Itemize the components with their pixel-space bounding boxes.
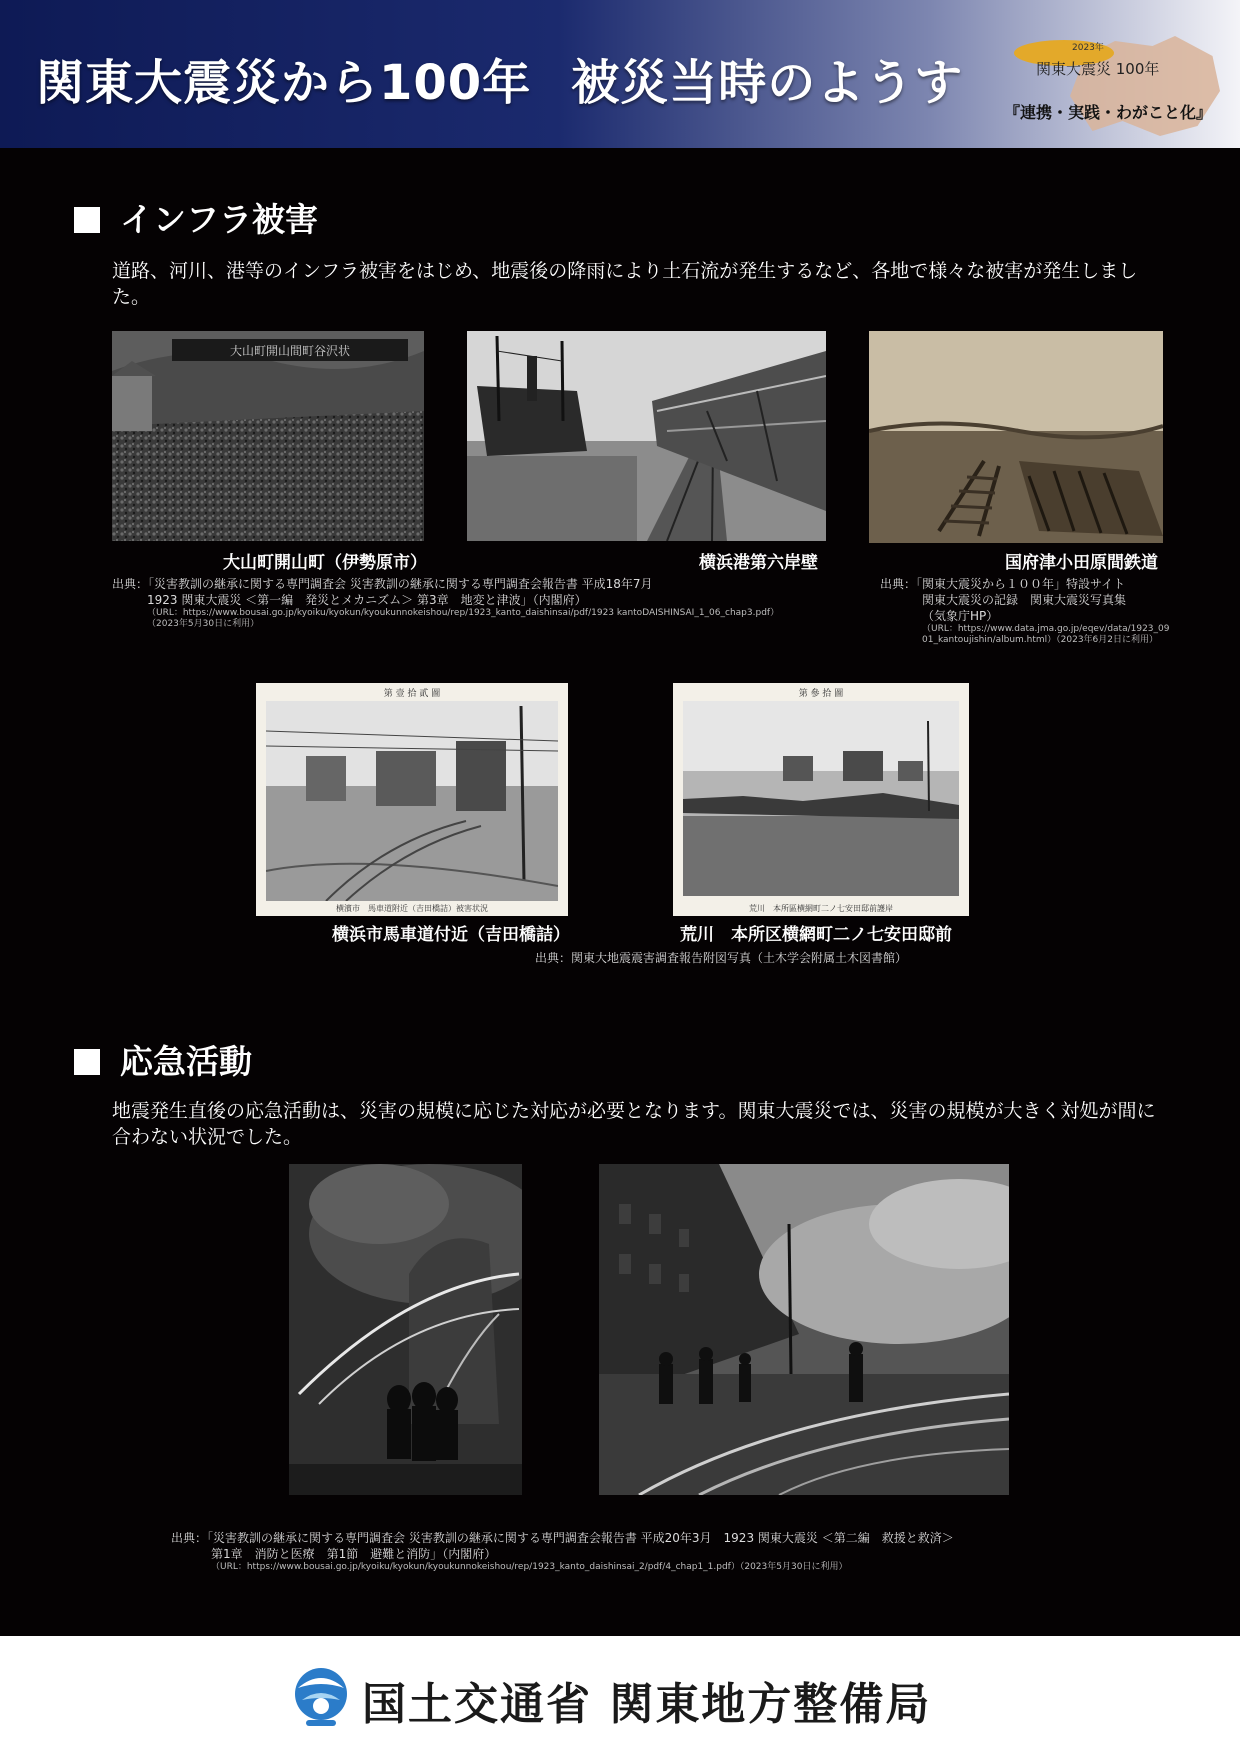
photo-street-firefighting bbox=[599, 1164, 1009, 1495]
photo-kozu-railway bbox=[869, 331, 1163, 543]
photo-1-caption: 大山町開山町（伊勢原市） bbox=[223, 553, 427, 573]
photo-bashamichi bbox=[266, 701, 558, 901]
square-bullet-icon bbox=[74, 1049, 100, 1075]
ministry-emblem-icon bbox=[292, 1666, 350, 1728]
source-citation-4: 出典：「災害教訓の継承に関する専門調査会 災害教訓の継承に関する専門調査会報告書 平成20年3月 1923 関東大震災 ＜第二編 救援と救済＞ 第1章 消防と医療 第1節 避難と消防」（内閣府） （URL：https://www.bousai.go.jp/kyoiku/kyokun/kyoukunnokeishou/rep/1923_kanto_daishinsai_2/pdf/4_chap1_1.pdf）（2023年5月30日に利用） bbox=[171, 1531, 954, 1572]
title-part-2: 被災当時のようす bbox=[571, 55, 964, 111]
page-title bbox=[36, 44, 963, 113]
photo-4-frame-caption: 横濱市 馬車道附近（吉田橋詰）被害状況 bbox=[336, 904, 488, 913]
infra-lead-text: 道路、河川、港等のインフラ被害をはじめ、地震後の降雨により土石流が発生するなど、各地で様々な被害が発生しました。 bbox=[112, 260, 1138, 308]
photo-5-caption: 荒川 本所区横網町二ノ七安田邸前 bbox=[680, 925, 952, 945]
photo-arakawa bbox=[683, 701, 959, 896]
photo-5-frame-title: 第 參 拾 圖 bbox=[798, 689, 844, 699]
photo-4-frame-title: 第 壹 拾 貳 圖 bbox=[383, 689, 441, 699]
photo-3-caption: 国府津小田原間鉄道 bbox=[1005, 553, 1158, 573]
logo-year: 2023年 bbox=[1072, 43, 1104, 53]
logo-slogan: 『連携・実践・わがこと化』 bbox=[1004, 103, 1213, 122]
centennial-logo bbox=[1000, 18, 1230, 140]
source-citation-1: 出典：「災害教訓の継承に関する専門調査会 災害教訓の継承に関する専門調査会報告書 平成18年7月 1923 関東大震災 ＜第一編 発災とメカニズム＞ 第3章 地変と津波」（内閣府） （URL：https://www.bousai.go.jp/kyoiku/kyokun/kyoukunnokeishou/rep/1923_kanto_daishinsai/pdf/1923 kantoDAISHINSAI_1_06_chap3.pdf） （2023年5月30日に利用） bbox=[112, 577, 780, 629]
header-banner bbox=[0, 0, 1240, 148]
section-heading-emergency: 応急活動 bbox=[74, 1036, 252, 1083]
photo-1-overlay-text: 大山町開山間町谷沢状 bbox=[229, 344, 351, 358]
emergency-lead-text: 地震発生直後の応急活動は、災害の規模に応じた対応が必要となります。関東大震災では、災害の規模が大きく対処が間に合わない状況でした。 bbox=[112, 1100, 1156, 1148]
photo-yokohama-pier bbox=[467, 331, 826, 541]
photo-frame-arakawa bbox=[673, 683, 969, 916]
source-citation-3: 出典：関東大地震震害調査報告附図写真（土木学会附属土木図書館） bbox=[535, 951, 908, 965]
square-bullet-icon bbox=[74, 207, 100, 233]
photo-2-caption: 横浜港第六岸壁 bbox=[699, 553, 818, 573]
title-part-1: 関東大震災から100年 bbox=[36, 55, 532, 111]
photo-firefighters bbox=[289, 1164, 522, 1495]
photo-4-caption: 横浜市馬車道付近（吉田橋詰） bbox=[332, 925, 570, 945]
main-panel bbox=[0, 148, 1240, 1636]
photo-frame-bashamichi bbox=[256, 683, 568, 916]
source-citation-2: 出典：「関東大震災から１００年」特設サイト 関東大震災の記録 関東大震災写真集 （気象庁HP） （URL：https://www.data.jma.go.jp/eqev/data/1923_09 01_kantoujishin/album.html）（2023年6月2日に利用） bbox=[880, 577, 1170, 645]
section-heading-infra: インフラ被害 bbox=[74, 194, 318, 241]
logo-name: 関東大震災 100年 bbox=[1036, 60, 1160, 78]
footer bbox=[0, 1636, 1240, 1755]
photo-5-frame-caption: 荒川 本所區横網町二ノ七安田邸前護岸 bbox=[749, 904, 893, 913]
photo-oyama-debris bbox=[112, 331, 424, 541]
ministry-name: 国土交通省 関東地方整備局 bbox=[362, 1679, 932, 1730]
